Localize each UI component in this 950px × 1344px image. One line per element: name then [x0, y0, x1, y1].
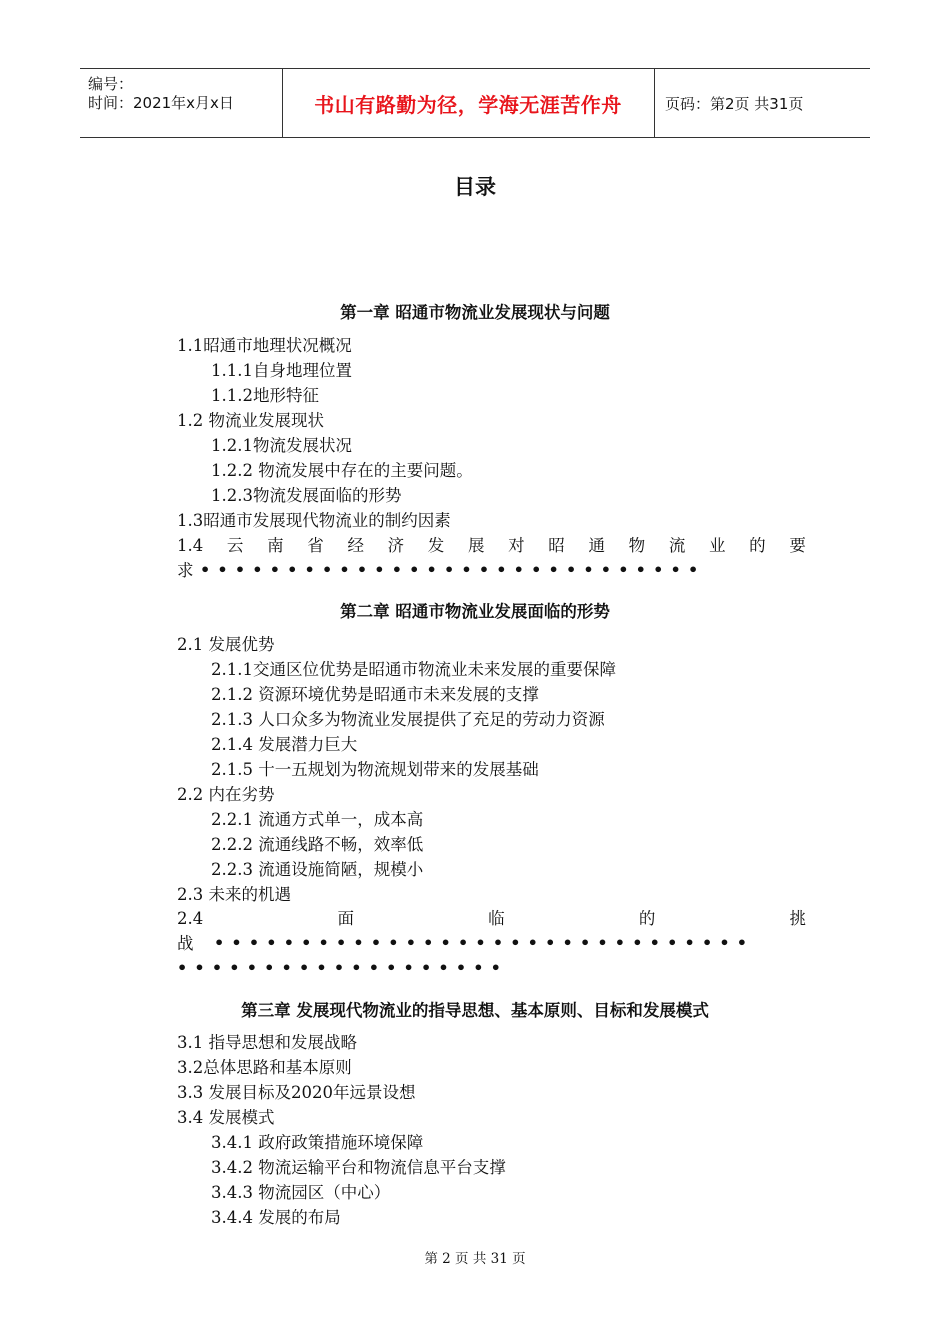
toc-word: 济 — [387, 536, 405, 555]
toc-entry-2-4[interactable] — [177, 908, 806, 930]
toc-entry-1-2[interactable]: 1.2 物流业发展现状 — [177, 411, 324, 430]
toc-entry-2-2-1[interactable]: 2.2.1 流通方式单一，成本高 — [211, 810, 424, 829]
header-motto-cell — [282, 69, 655, 137]
toc-entry-1-1-2[interactable]: 1.1.2地形特征 — [211, 386, 319, 405]
toc-title: 目录 — [454, 175, 496, 199]
toc-entry-2-2-3[interactable]: 2.2.3 流通设施简陋，规模小 — [211, 860, 424, 879]
toc-entry-2-1-4[interactable]: 2.1.4 发展潜力巨大 — [211, 735, 358, 754]
toc-entry-3-4-3[interactable]: 3.4.3 物流园区（中心） — [211, 1183, 391, 1202]
toc-word: 流 — [668, 536, 686, 555]
toc-entry-2-2-2[interactable]: 2.2.2 流通线路不畅，效率低 — [211, 835, 424, 854]
toc-entry-2-1-1[interactable]: 2.1.1交通区位优势是昭通市物流业未来发展的重要保障 — [211, 660, 616, 679]
toc-entry-1-2-2[interactable]: 1.2.2 物流发展中存在的主要问题。 — [211, 461, 473, 480]
chapter-1-heading: 第一章 昭通市物流业发展现状与问题 — [340, 303, 610, 322]
toc-word: 物 — [628, 536, 646, 555]
page-footer-number: 第 2 页 共 31 页 — [424, 1251, 526, 1267]
toc-leader-dots: ••••••••••••••••••••••••••••• — [200, 560, 706, 579]
document-date-label: 时间：2021年x月x日 — [88, 94, 234, 112]
toc-entry-3-2[interactable]: 3.2总体思路和基本原则 — [177, 1058, 352, 1077]
toc-entry-2-1-2[interactable]: 2.1.2 资源环境优势是昭通市未来发展的支撑 — [211, 685, 539, 704]
toc-entry-2-4-end: 战 — [177, 934, 194, 953]
toc-word: 省 — [307, 536, 324, 555]
toc-word: 南 — [267, 536, 284, 555]
toc-entry-3-4-1[interactable]: 3.4.1 政府政策措施环境保障 — [211, 1133, 424, 1152]
toc-word: 临 — [488, 909, 505, 928]
toc-entry-1-3[interactable]: 1.3昭通市发展现代物流业的制约因素 — [177, 511, 451, 530]
toc-word: 要 — [789, 536, 806, 555]
toc-entry-3-4[interactable]: 3.4 发展模式 — [177, 1108, 275, 1127]
toc-word: 的 — [749, 536, 766, 555]
toc-word: 挑 — [789, 909, 806, 928]
toc-word: 展 — [467, 536, 485, 555]
chapter-2-heading: 第二章 昭通市物流业发展面临的形势 — [340, 602, 610, 621]
toc-word: 1.4 — [177, 536, 204, 555]
toc-word: 云 — [226, 536, 244, 555]
header-meta-cell — [80, 69, 283, 137]
page-header — [80, 68, 870, 138]
toc-entry-2-1-5[interactable]: 2.1.5 十一五规划为物流规划带来的发展基础 — [211, 760, 539, 779]
toc-entry-3-4-2[interactable]: 3.4.2 物流运输平台和物流信息平台支撑 — [211, 1158, 506, 1177]
toc-word: 面 — [337, 909, 354, 928]
toc-word: 对 — [508, 536, 525, 555]
toc-entry-1-1[interactable]: 1.1昭通市地理状况概况 — [177, 336, 352, 355]
toc-leader-dots: ••••••••••••••••••• — [177, 958, 509, 977]
toc-word: 通 — [588, 536, 605, 555]
toc-word: 2.4 — [177, 909, 204, 928]
toc-word: 发 — [427, 536, 445, 555]
toc-leader-dots: ••••••••••••••••••••••••••••••• — [214, 933, 755, 952]
toc-entry-2-1-3[interactable]: 2.1.3 人口众多为物流业发展提供了充足的劳动力资源 — [211, 710, 605, 729]
toc-entry-3-1[interactable]: 3.1 指导思想和发展战略 — [177, 1033, 357, 1052]
toc-entry-1-4[interactable] — [177, 535, 806, 557]
toc-word: 昭 — [548, 536, 565, 555]
toc-entry-2-1[interactable]: 2.1 发展优势 — [177, 635, 275, 654]
toc-entry-2-3[interactable]: 2.3 未来的机遇 — [177, 885, 291, 904]
header-motto: 书山有路勤为径，学海无涯苦作舟 — [314, 92, 622, 117]
toc-word: 业 — [708, 536, 726, 555]
header-page-cell — [655, 69, 870, 137]
toc-entry-2-2[interactable]: 2.2 内在劣势 — [177, 785, 275, 804]
toc-entry-1-2-3[interactable]: 1.2.3物流发展面临的形势 — [211, 486, 402, 505]
toc-word: 经 — [347, 536, 364, 555]
document-number-label: 编号： — [88, 75, 134, 93]
header-page-info: 页码：第2页 共31页 — [665, 94, 804, 113]
toc-entry-1-2-1[interactable]: 1.2.1物流发展状况 — [211, 436, 352, 455]
toc-entry-1-4-end: 求 — [177, 561, 194, 580]
toc-entry-3-4-4[interactable]: 3.4.4 发展的布局 — [211, 1208, 341, 1227]
toc-word: 的 — [638, 909, 656, 928]
chapter-3-heading: 第三章 发展现代物流业的指导思想、基本原则、目标和发展模式 — [241, 1001, 709, 1020]
toc-entry-3-3[interactable]: 3.3 发展目标及2020年远景设想 — [177, 1083, 416, 1102]
toc-entry-1-1-1[interactable]: 1.1.1自身地理位置 — [211, 361, 352, 380]
